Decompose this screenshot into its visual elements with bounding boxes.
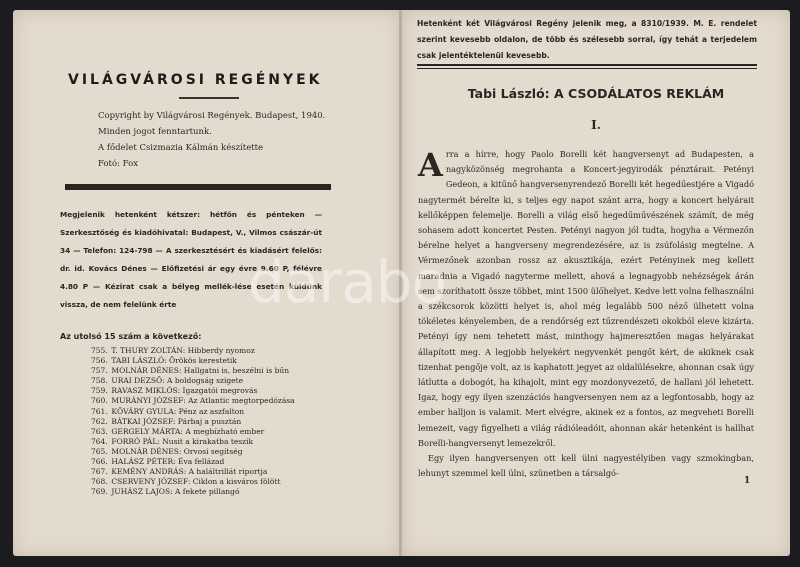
list-item [91, 427, 295, 437]
issue-number: 767. [91, 467, 108, 477]
paragraph-second: Egy ilyen hangversenyen ott kell ülni nagyestélyiben vagy szmokingban, lehunyt szemmel kell ülni, szünetben a társalgó- [418, 453, 754, 479]
chapter-number: I. [591, 118, 601, 132]
brand-divider [179, 97, 239, 99]
issue-title: MURÁNYI JÓZSEF: Az Atlantic megtorpedózása [111, 396, 295, 406]
list-item [91, 487, 295, 497]
issue-title: MOLNÁR DÉNES: Orvosi segítség [111, 446, 243, 456]
issue-number: 761. [91, 406, 108, 416]
right-page [402, 10, 790, 556]
issue-number: 765. [91, 446, 108, 456]
copyright-line: Minden jogot fenntartunk. [98, 127, 212, 137]
issue-number: 764. [91, 436, 108, 446]
issue-title: T. THURY ZOLTÁN: Hibberdy nyomoz [111, 346, 255, 355]
copyright-line: A fődelet Csizmazia Kálmán készítette [98, 143, 264, 153]
notice-divider-thin [417, 68, 757, 69]
list-item [91, 386, 295, 396]
issue-title: HALÁSZ PÉTER: Éva fellázad [111, 457, 225, 467]
issue-title: JUHÁSZ LAJOS: A fekete pillangó [111, 487, 240, 497]
story-title: Tabi László: A CSODÁLATOS REKLÁM [467, 86, 725, 101]
publication-info: Megjelenik hetenként kétszer: hétfőn és pénteken — Szerkesztőség és kiadóhivatal: Budapest, V., Vilmos császár-út 34 — Telefon: 124-798 — A szerkesztésért és kiadásért felelős: dr. id. Kovács Dénes — Előfizetési ár egy évre 9.60 P, félévre 4.80 P — Kézirat csak a bélyeg mellék-lése esetén küldünk vissza, de nem felelünk érte [60, 210, 322, 309]
list-item [91, 417, 295, 427]
issue-number: 766. [91, 457, 108, 467]
list-item [91, 437, 295, 447]
publication-notice: Hetenként két Világvárosi Regény jelenik meg, a 8310/1939. M. E. rendelet szerint kevesebb oldalon, de több és szélesebb sorral, így tehát a terjedelem csak jelentéktelenül kevesebb. [417, 19, 757, 60]
list-item [91, 457, 295, 467]
issue-number: 759. [91, 386, 108, 396]
list-item [91, 366, 295, 376]
copyright-line: Copyright by Világvárosi Regények. Budapest, 1940. [98, 111, 326, 121]
recent-issues-list [91, 346, 295, 497]
issue-title: CSERVENY JÓZSEF: Ciklon a kisváros fölött [111, 477, 281, 487]
notice-divider [417, 64, 757, 66]
watermark: darabo [248, 248, 447, 316]
issue-title: MOLNÁR DÉNES: Hallgatni is, beszélni is bűn [111, 366, 290, 376]
issue-number: 762. [91, 416, 108, 426]
issue-title: GERGELY MÁRTA: A megbízható ember [111, 426, 265, 436]
drop-cap: A [418, 146, 443, 184]
issue-number: 755. [91, 346, 108, 355]
issue-number: 758. [91, 376, 108, 386]
issue-number: 769. [91, 487, 108, 497]
issue-title: KŐVÁRY GYULA: Pénz az aszfalton [111, 406, 245, 416]
issue-number: 768. [91, 477, 108, 487]
issue-number: 757. [91, 366, 108, 376]
page-number: 1 [744, 476, 751, 486]
issue-title: FORRÓ PÁL: Nusit a kirakatba teszik [111, 436, 254, 446]
list-item [91, 477, 295, 487]
list-item [91, 356, 295, 366]
story-body [418, 147, 754, 481]
copyright-line: Fotó: Fox [98, 159, 138, 169]
copyright-block [98, 108, 353, 172]
list-item [91, 376, 295, 386]
series-brand: VILÁGVÁROSI REGÉNYEK [68, 72, 323, 88]
issue-number: 760. [91, 396, 108, 406]
issue-title: URAI DEZSŐ: A boldogság szigete [111, 376, 244, 386]
issue-number: 756. [91, 356, 108, 366]
paragraph-first: rra a hírre, hogy Paolo Borelli két hangversenyt ad Budapesten, a nagyközönség megrohanta a Koncert-jegyirodák pénztárait. Petényi Gedeon, a kitűnő hangversenyrendező Borelli két hegedűestjére a Vigadó nagytermét bérelte ki, s teljes egy napot szánt arra, hogy a koncert helyárait kellőképpen felemelje. Borelli a világ első hegedűművészének számít, de még sohasem adott koncertet Pesten. Petényi nagyon jól tudta, hogyha a Vérmezőn bérelne helyet a hangverseny megrendezésére, az is zsúfolásig megtelne. A Vérmezőnek azonban rossz az akusztikája, ezért Petényinek meg kellett maradnia a Vigadó nagyterme mellett, ahová a legnagyobb nehézségek árán sem szoríthatott össze többet, mint 1500 ülőhelyet. Kedve lett volna felhasználni a székcsorok közötti helyet is, ahol még legalább 500 néző ülhetett volna tökéletes kényelemben, de a rendőrség ezt tűzrendészeti okokból eleve kizárta. Petényi így nem tehetett mást, minthogy hajmeresztően magas helyárakat állapított meg. A legjobb helyekért negyvenkét pengőt kért, de akiknek csak tizenhat pengője volt, az is kaphatott jegyet az oldalülésekre, ahonnan csak úgy látlutta a dobogót, ha kihajolt, mint egy mozdonyvezető, de hallani jól lehetett. Igaz, hogy egy ilyen szenzációs hangversenyen nem az a legfontosabb, hogy az ember halljon is valamit. Mert elvégre, akinek ez a fontos, az megveheti Borelli lemezeit, vagy figyelheti a világ rádióleadóit, ahonnan akár hetenként is hallhat Borelli-hangversenyt lemezekről. [418, 149, 754, 448]
list-item [91, 467, 295, 477]
issue-number: 763. [91, 426, 108, 436]
issue-title: BÁTKAI JÓZSEF: Párbaj a pusztán [111, 416, 242, 426]
issue-title: KEMÉNY ANDRÁS: A haláltrillát riportja [111, 467, 268, 477]
list-item [91, 407, 295, 417]
issue-title: TABI LÁSZLÓ: Örökös kerestetik [111, 356, 237, 366]
list-item [91, 447, 295, 457]
recent-issues-heading: Az utolsó 15 szám a következő: [60, 332, 202, 341]
issue-title: RAVASZ MIKLÓS: Igazgatói megrovás [111, 386, 258, 396]
list-item [91, 346, 295, 356]
list-item [91, 396, 295, 406]
section-divider [65, 184, 331, 190]
